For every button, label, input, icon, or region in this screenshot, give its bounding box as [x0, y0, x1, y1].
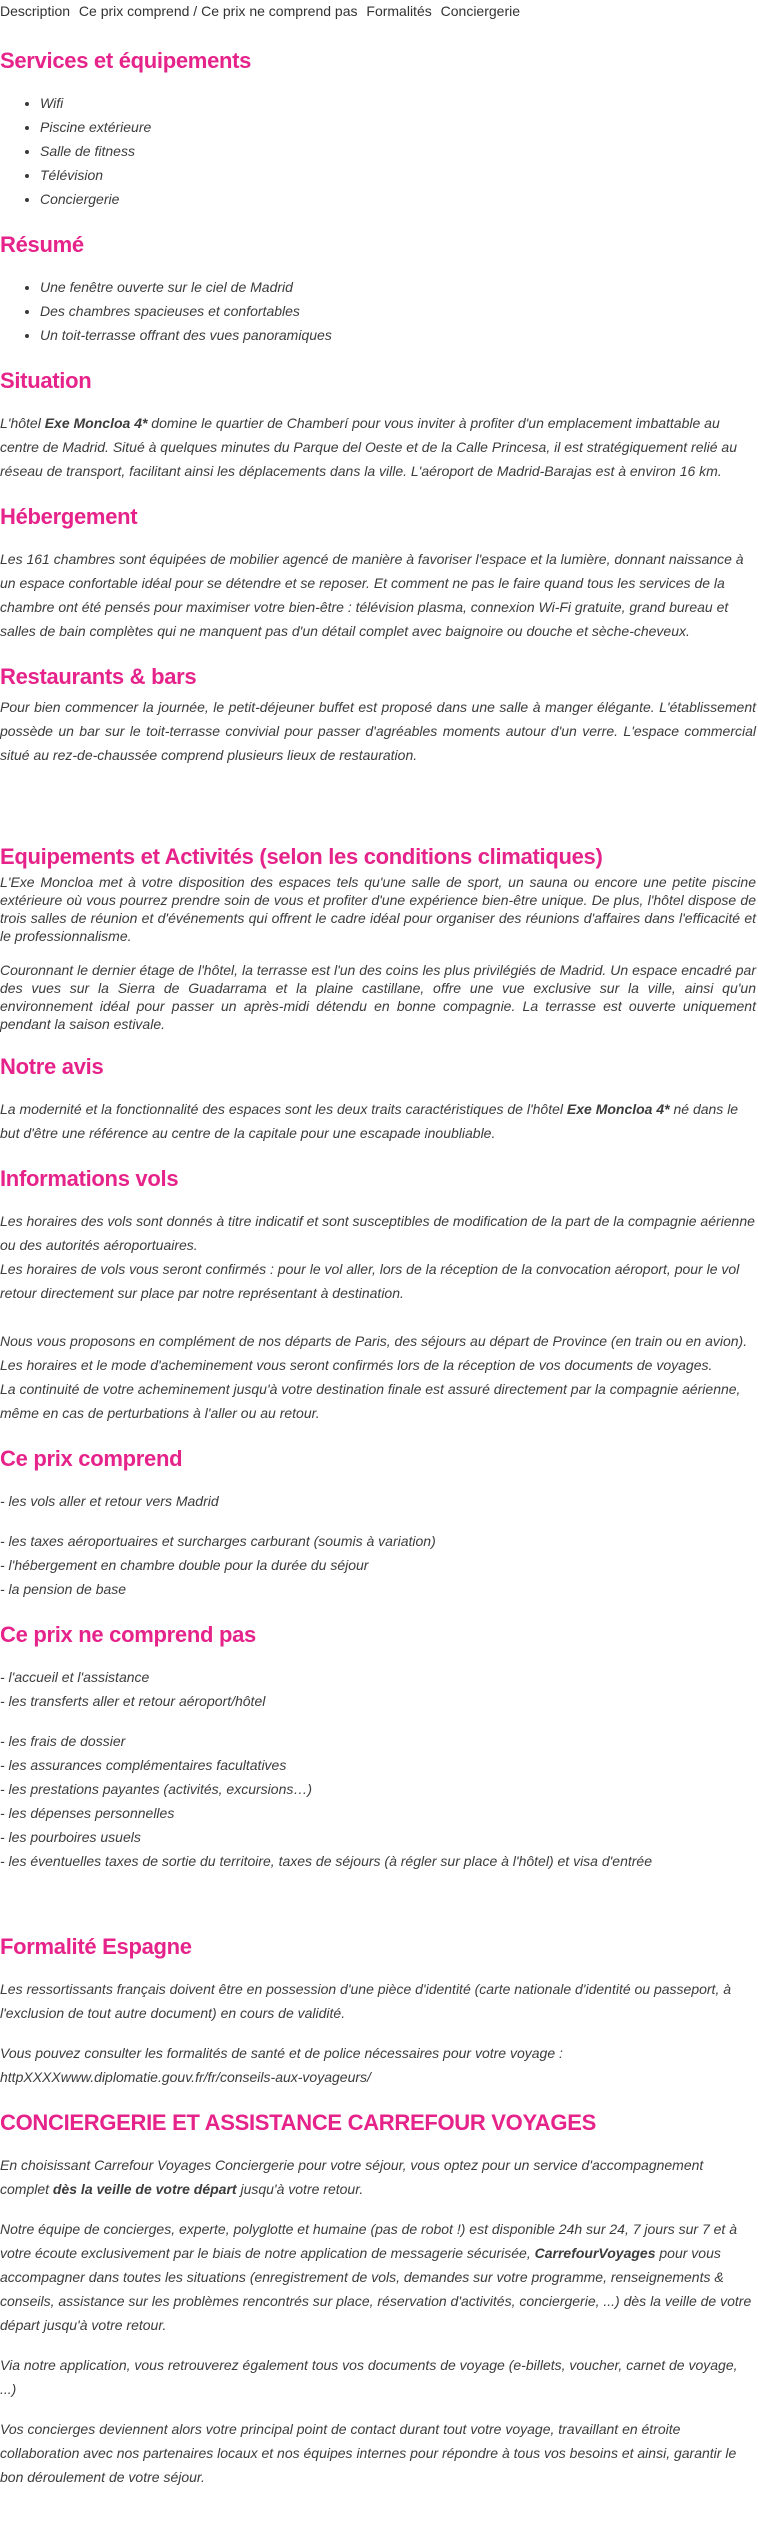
equipements-text-2: Couronnant le dernier étage de l'hôtel, la terrasse est l'un des coins les plus privilégiés de Madrid. Un espace encadré par des vues sur la Sierra de Guadarrama et la plaine castillane, offre une vue exclusive sur la ville, ainsi qu'un environnement idéal pour passer un après-midi détendu en bonne compagnie. La terrasse est ouverte uniquement pendant la saison estivale. [0, 962, 756, 1032]
list-item: - les éventuelles taxes de sortie du territoire, taxes de séjours (à régler sur place à l'hôtel) et visa d'entrée [0, 1853, 653, 1869]
list-item: • Conciergerie [40, 187, 756, 211]
services-list [0, 91, 756, 211]
list-item: • Salle de fitness [40, 139, 756, 163]
vols-line-4: Les horaires et le mode d'acheminement vous seront confirmés lors de la réception de vos documents de voyages. [0, 1357, 713, 1373]
tab-bar [0, 0, 756, 24]
list-item: - les dépenses personnelles [0, 1805, 175, 1821]
avis-text: La modernité et la fonctionnalité des espaces sont les deux traits caractéristiques de l'hôtel Exe Moncloa 4* né dans le but d'être une référence au centre de la capitale pour une escapade inoubliable. [0, 1101, 739, 1141]
conciergerie-text-2: Notre équipe de concierges, experte, polyglotte et humaine (pas de robot !) est disponible 24h sur 24, 7 jours sur 7 et à votre écoute exclusivement par le biais de notre application de messagerie sécurisée, CarrefourVoyages pour vous accompagner dans toutes les situations (enregistrement de vols, demandes sur votre programme, renseignements & conseils, assistance sur les problèmes rencontrés sur place, réservation d'activités, conciergerie, ...) dès la veille de votre départ jusqu'à votre retour. [0, 2221, 752, 2333]
vols-line-1: Les horaires des vols sont donnés à titre indicatif et sont susceptibles de modification de la part de la compagnie aérienne ou des autorités aéroportuaires. [0, 1213, 755, 1253]
list-item: - la pension de base [0, 1581, 127, 1597]
list-item: • Des chambres spacieuses et confortables [40, 299, 756, 323]
list-item: • Piscine extérieure [40, 115, 756, 139]
situation-text: L'hôtel Exe Moncloa 4* domine le quartier de Chamberí pour vous inviter à profiter d'un emplacement imbattable au centre de Madrid. Situé à quelques minutes du Parque del Oeste et de la Calle Princesa, il est stratégiquement relié au réseau de transport, facilitant ainsi les déplacements dans la ville. L'aéroport de Madrid-Barajas est à environ 16 km. [0, 415, 737, 479]
vols-title: Informations vols [0, 1166, 179, 1191]
vols-line-2: Les horaires de vols vous seront confirmés : pour le vol aller, lors de la réception de la convocation aéroport, pour le vol retour directement sur place par notre représentant à destination. [0, 1261, 740, 1301]
restaurants-text: Pour bien commencer la journée, le petit-déjeuner buffet est proposé dans une salle à manger élégante. L'établissement possède un bar sur le toit-terrasse convivial pour passer d'agréables moments autour d'un verre. L'espace commercial situé au rez-de-chaussée comprend plusieurs lieux de restauration. [0, 699, 756, 763]
conciergerie-text-3: Via notre application, vous retrouverez également tous vos documents de voyage (e-billets, voucher, carnet de voyage, ...) [0, 2357, 738, 2397]
avis-title: Notre avis [0, 1054, 104, 1079]
tab-prix[interactable]: Ce prix comprend / Ce prix ne comprend pas [78, 3, 358, 19]
services-title: Services et équipements [0, 48, 252, 73]
hotel-name: Exe Moncloa 4* [44, 415, 148, 431]
formalite-title: Formalité Espagne [0, 1934, 192, 1959]
ne-comprend-title: Ce prix ne comprend pas [0, 1622, 256, 1647]
list-item: - l'hébergement en chambre double pour la durée du séjour [0, 1557, 369, 1573]
vols-line-3: Nous vous proposons en complément de nos départs de Paris, des séjours au départ de Province (en train ou en avion). [0, 1333, 748, 1349]
formalite-link[interactable]: httpXXXXwww.diplomatie.gouv.fr/fr/conseils-aux-voyageurs/ [0, 2069, 371, 2085]
hebergement-text: Les 161 chambres sont équipées de mobilier agencé de manière à favoriser l'espace et la lumière, donnant naissance à un espace confortable idéal pour se détendre et se reposer. Et comment ne pas le faire quand tous les services de la chambre ont été pensés pour maximiser votre bien-être : télévision plasma, connexion Wi-Fi gratuite, grand bureau et salles de bain complètes qui ne manquent pas d'un détail complet avec baignoire ou douche et sèche-cheveux. [0, 551, 744, 639]
equipements-title: Equipements et Activités (selon les conditions climatiques) [0, 844, 603, 869]
comprend-title: Ce prix comprend [0, 1446, 183, 1471]
conciergerie-text-4: Vos concierges deviennent alors votre principal point de contact durant tout votre voyage, travaillant en étroite collaboration avec nos partenaires locaux et nos équipes internes pour répondre à tous vos besoins et ainsi, garantir le bon déroulement de votre séjour. [0, 2421, 737, 2485]
equipements-text-1: L'Exe Moncloa met à votre disposition des espaces tels qu'une salle de sport, un sauna ou encore une petite piscine extérieure où vous pourrez prendre soin de vous et profiter d'une expérience bien-être unique. De plus, l'hôtel dispose de trois salles de réunion et d'événements qui offrent le cadre idéal pour organiser des réunions d'affaires dans l'efficacité et le professionnalisme. [0, 874, 756, 944]
tab-description[interactable]: Description [0, 3, 71, 19]
list-item: - les frais de dossier [0, 1733, 126, 1749]
list-item: • Wifi [40, 91, 756, 115]
list-item: - les taxes aéroportuaires et surcharges carburant (soumis à variation) [0, 1533, 436, 1549]
conciergerie-title: CONCIERGERIE ET ASSISTANCE CARREFOUR VOYAGES [0, 2110, 596, 2135]
vols-line-5: La continuité de votre acheminement jusqu'à votre destination finale est assuré directement par la compagnie aérienne, même en cas de perturbations à l'aller ou au retour. [0, 1381, 741, 1421]
restaurants-title: Restaurants & bars [0, 664, 197, 689]
formalite-text-1: Les ressortissants français doivent être en possession d'une pièce d'identité (carte nationale d'identité ou passeport, à l'exclusion de tout autre document) en cours de validité. [0, 1981, 732, 2021]
list-item: • Un toit-terrasse offrant des vues panoramiques [40, 323, 756, 347]
list-item: - les assurances complémentaires facultatives [0, 1757, 287, 1773]
list-item: - l'accueil et l'assistance [0, 1669, 150, 1685]
hebergement-title: Hébergement [0, 504, 138, 529]
conciergerie-text-1: En choisissant Carrefour Voyages Conciergerie pour votre séjour, vous optez pour un service d'accompagnement complet dès la veille de votre départ jusqu'à votre retour. [0, 2157, 704, 2197]
situation-title: Situation [0, 368, 92, 393]
list-item: - les vols aller et retour vers Madrid [0, 1493, 219, 1509]
list-item: - les pourboires usuels [0, 1829, 141, 1845]
list-item: • Télévision [40, 163, 756, 187]
resume-title: Résumé [0, 232, 84, 257]
tab-formalites[interactable]: Formalités [366, 3, 432, 19]
tab-conciergerie[interactable]: Conciergerie [440, 3, 521, 19]
list-item: - les transferts aller et retour aéroport/hôtel [0, 1693, 266, 1709]
list-item: - les prestations payantes (activités, excursions…) [0, 1781, 313, 1797]
hotel-name: Exe Moncloa 4* [566, 1101, 670, 1117]
resume-list [0, 275, 756, 347]
list-item: • Une fenêtre ouverte sur le ciel de Madrid [40, 275, 756, 299]
formalite-text-2: Vous pouvez consulter les formalités de santé et de police nécessaires pour votre voyage : httpXXXXwww.diplomatie.gouv.fr/fr/conseils-aux-voyageurs/ [0, 2045, 563, 2085]
